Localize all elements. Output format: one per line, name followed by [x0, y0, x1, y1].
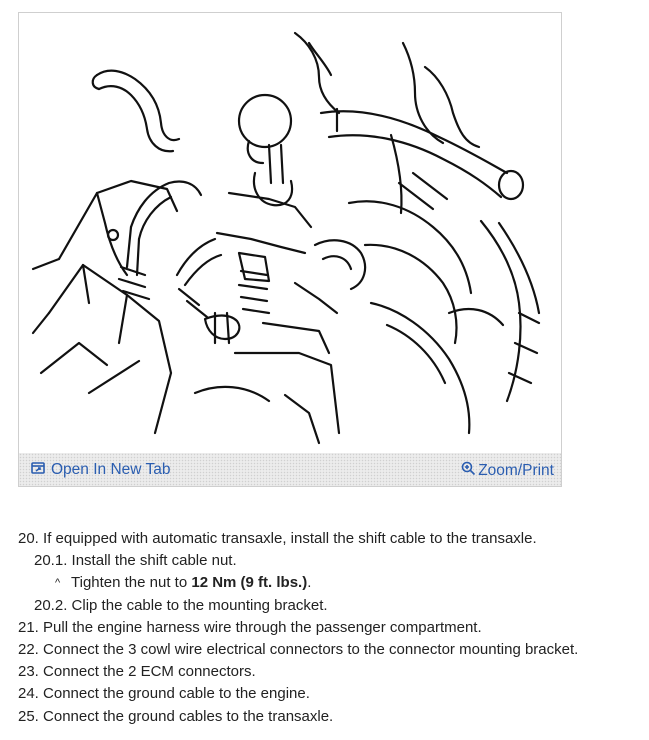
step-20-2: 20.2. Clip the cable to the mounting bracket. [34, 596, 328, 614]
torque-spec: 12 Nm (9 ft. lbs.) [191, 574, 308, 592]
open-in-new-tab-label: Open In New Tab [51, 461, 171, 478]
step-20-1: 20.1. Install the shift cable nut. [34, 552, 237, 570]
figure-panel [18, 12, 562, 487]
step-25: 25. Connect the ground cables to the transaxle. [18, 707, 334, 725]
caret-bullet: ^ [55, 577, 61, 590]
step-20: 20. If equipped with automatic transaxle, install the shift cable to the transaxle. [18, 530, 537, 547]
step-21: 21. Pull the engine harness wire through the passenger compartment. [18, 618, 482, 636]
zoom-print-link[interactable] [461, 461, 554, 481]
zoom-print-label: Zoom/Print [478, 462, 554, 479]
step-23: 23. Connect the 2 ECM connectors. [18, 663, 256, 681]
open-in-new-tab-link[interactable] [31, 461, 170, 479]
step-20-1-note: ^ Tighten the nut to 12 Nm (9 ft. lbs.). [18, 572, 638, 594]
step-24: 24. Connect the ground cable to the engine. [18, 685, 310, 703]
engine-shift-cable-illustration [19, 13, 561, 453]
step-22: 22. Connect the 3 cowl wire electrical connectors to the connector mounting bracket. [18, 641, 579, 659]
procedure-steps [18, 528, 638, 728]
figure-toolbar [19, 453, 561, 486]
zoom-magnifier-icon [461, 461, 476, 481]
open-in-new-tab-icon [31, 461, 45, 479]
